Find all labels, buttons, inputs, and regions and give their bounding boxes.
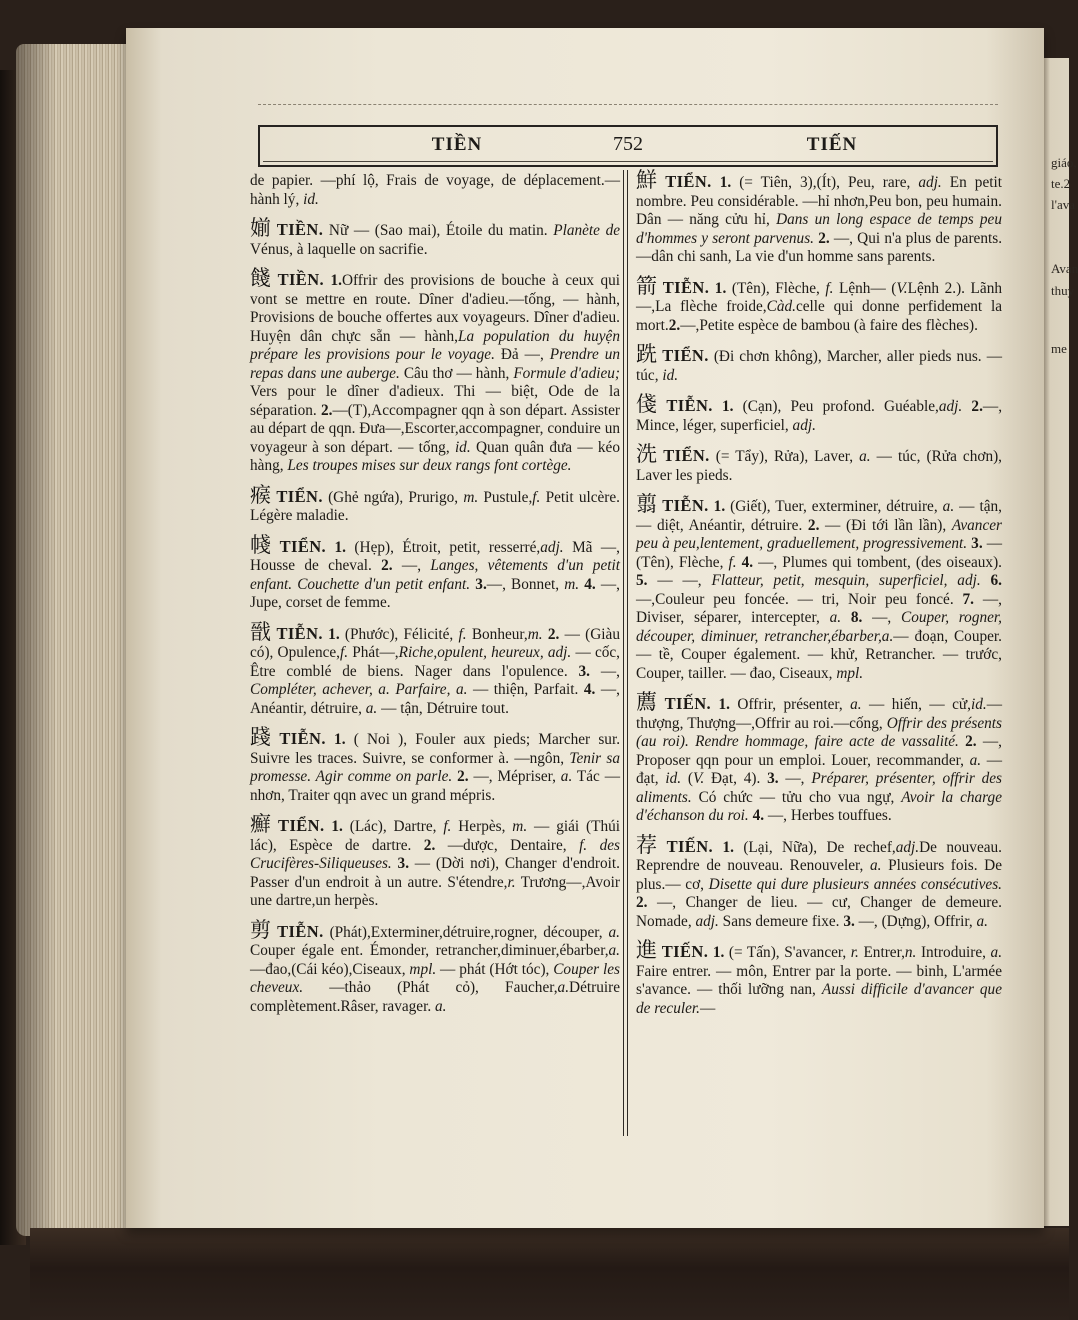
- italic-gloss: f. des Crucifères-Siliqueuses.: [250, 836, 620, 872]
- entry-text: Nữ — (Sao mai), Étoile du matin.: [323, 222, 554, 239]
- italic-gloss: f.: [443, 818, 452, 835]
- headword: TIỀN.: [276, 220, 324, 239]
- italic-gloss: Préparer, présenter, offrir des aliments.: [636, 770, 1002, 806]
- italic-gloss: a.: [850, 696, 862, 713]
- running-head-left-word: TIỀN: [431, 134, 483, 155]
- entry-text: De nouveau. Reprendre de nouveau. Renouveler,: [636, 838, 1003, 874]
- headword: TIỄN.: [277, 921, 324, 941]
- left-column: [250, 172, 620, 1025]
- sense-number: 4.: [583, 681, 596, 698]
- entry-text: (= Tấn), S'avancer,: [724, 944, 851, 961]
- headword: TIỄN.: [279, 729, 326, 748]
- chinese-character: 箭: [636, 273, 659, 298]
- chinese-character: 瘊: [250, 482, 273, 507]
- entry-text: —(T),Accompagner qqn à son départ. Assister au départ de qqn. Đưa—,Escorter,accompagner, conduire un voyageur à son départ. — tống,: [250, 401, 620, 456]
- italic-gloss: a.: [557, 979, 570, 996]
- entry-text: Quan quân đưa — kéo hàng,: [250, 438, 620, 474]
- chinese-character: 踐: [250, 725, 276, 749]
- entry-text: Mã —, Housse de cheval.: [250, 538, 621, 574]
- sense-number: 2.: [321, 401, 333, 419]
- chinese-character: 鮮: [636, 168, 662, 192]
- italic-gloss: V.: [692, 770, 705, 787]
- italic-gloss: Disette qui dure plusieurs années consécutives.: [708, 875, 1002, 893]
- entry-text: (Tên), Flèche,: [726, 279, 826, 297]
- adjacent-page-fragment: thuy: [1051, 283, 1075, 298]
- entry-text: — túc, (Rửa chơn), Laver les pieds.: [636, 448, 1003, 484]
- italic-gloss: m.: [564, 575, 580, 593]
- dictionary-entry: [250, 727, 620, 805]
- dictionary-entry: [250, 814, 620, 911]
- italic-gloss: id.: [303, 190, 319, 208]
- sense-number: 2.: [547, 625, 560, 643]
- entry-text: Đả —,: [494, 346, 550, 363]
- entry-text: ( Noi ), Fouler aux pieds; Marcher sur. Suivre les traces. Suivre, se conformer à. —ngôn,: [250, 731, 621, 767]
- entry-text: Đạt, 4).: [704, 770, 768, 787]
- chinese-character: 帴: [250, 532, 276, 557]
- sense-number: 6.: [990, 572, 1002, 589]
- entry-text: —, Diviser, séparer, intercepter,: [636, 590, 1002, 626]
- dictionary-entry: [636, 273, 1002, 336]
- headword: TIỄN.: [276, 623, 323, 643]
- column-divider: [623, 170, 628, 1136]
- italic-gloss: V.: [896, 279, 908, 297]
- dictionary-entry: [250, 532, 621, 613]
- page-number: 752: [613, 133, 643, 155]
- entry-text: — (Giàu có), Opulence,: [250, 625, 620, 661]
- entry-text: Herpès,: [451, 818, 513, 835]
- sense-number: 3.: [397, 855, 410, 872]
- top-rule: [258, 104, 998, 105]
- entry-text: Tác — nhơn, Traiter qqn avec un grand mépris.: [250, 768, 620, 804]
- running-head-right-word: TIẾN: [806, 134, 858, 155]
- entry-text: de papier. —phí lộ, Frais de voyage, de déplacement.—hành lý,: [250, 172, 620, 208]
- adjacent-page-fragment: l'ava: [1051, 197, 1075, 212]
- italic-gloss: id.: [454, 438, 471, 456]
- entry-text: —,: [392, 557, 431, 574]
- dictionary-entry: [250, 218, 620, 259]
- sense-number: 1.: [326, 538, 346, 556]
- running-head: [258, 125, 998, 167]
- entry-text: — giái (Thúi lác), Espèce de dartre.: [250, 818, 620, 854]
- italic-gloss: f.: [458, 625, 467, 643]
- sense-number: 3.: [971, 535, 983, 552]
- chinese-character: 媊: [250, 216, 273, 240]
- italic-gloss: mpl.: [836, 664, 864, 682]
- entry-text: (Lác), Dartre,: [342, 818, 444, 835]
- headword: TIẾN.: [666, 836, 714, 856]
- entry-text: — —,: [647, 572, 712, 589]
- sense-number: 1.: [711, 174, 732, 191]
- italic-gloss: mpl.: [409, 960, 437, 978]
- entry-text: Bonheur,: [466, 625, 528, 643]
- italic-gloss: a.: [608, 923, 620, 941]
- entry-text: Entrer,: [858, 944, 905, 961]
- entry-text: —,Couleur peu foncée. — tri, Noir peu foncé.: [636, 590, 963, 608]
- sense-number: 7.: [962, 590, 975, 608]
- chinese-character: 薦: [636, 690, 661, 714]
- italic-gloss: f.: [532, 488, 541, 506]
- entry-text: Lệnh 2.). Lãnh —,La flèche froide,: [636, 279, 1002, 315]
- headword: TIẾN.: [661, 942, 709, 961]
- italic-gloss: m.: [463, 488, 479, 506]
- headword: TIỄN.: [666, 396, 713, 415]
- entry-text: Sans demeure fixe.: [718, 912, 844, 930]
- dictionary-entry: [250, 172, 620, 209]
- entry-text: —, Bonnet,: [486, 575, 565, 593]
- dictionary-entry: [636, 344, 1002, 385]
- headword: TIỂN.: [665, 172, 712, 191]
- entry-text: En petit nombre. Peu considérable. —hỉ nhơn,Peu bon, peu humain. Dân — năng cửu hỉ,: [636, 174, 1002, 228]
- italic-gloss: adj.: [540, 538, 564, 556]
- entry-text: Có chức — tửu cho vua ngự,: [691, 788, 902, 806]
- entry-text: [981, 572, 991, 589]
- entry-text: —,: [590, 662, 620, 680]
- entry-text: (Lại, Nữa), De rechef,: [733, 838, 896, 856]
- sense-number: 5.: [636, 572, 648, 589]
- entry-text: —,Petite espèce de bambou (à faire des flèches).: [680, 316, 978, 334]
- sense-number: 2.: [965, 733, 977, 750]
- entry-text: celle qui donne perfidement la mort.: [636, 298, 1002, 334]
- entry-text: —đao,(Cái kéo),Ciseaux,: [250, 960, 410, 978]
- italic-gloss: r.: [507, 873, 516, 891]
- entry-text: (Đi chơn không), Marcher, aller pieds nus. — túc,: [636, 348, 1003, 384]
- entry-text: —, Herbes touffues.: [764, 807, 892, 824]
- italic-gloss: a.: [869, 857, 882, 874]
- entry-text: [841, 609, 851, 626]
- sense-number: 4.: [741, 553, 754, 571]
- entry-text: —, Anéantir, détruire,: [250, 681, 620, 717]
- sense-number: 1.: [708, 498, 726, 515]
- italic-gloss: La population du huyện prépare les provisions pour le voyage.: [250, 327, 620, 363]
- headword: TIỂN.: [278, 816, 325, 835]
- headword: TIỂN.: [276, 486, 323, 506]
- sense-number: 2.: [381, 557, 393, 574]
- chinese-character: 進: [636, 938, 658, 962]
- italic-gloss: a.: [829, 609, 842, 626]
- dictionary-entry: [636, 692, 1002, 826]
- entry-text: — cốc, Être comblé de biens. Nager dans l'opulence.: [250, 644, 620, 680]
- entry-text: —,: [862, 609, 901, 626]
- dictionary-entry: [250, 917, 620, 1017]
- entry-text: —, Proposer qqn pour un emploi. Louer, recommander,: [636, 733, 1002, 769]
- italic-gloss: Couper les cheveux.: [250, 960, 620, 996]
- sense-number: 2.: [807, 516, 820, 534]
- entry-text: (Phước), Félicité,: [339, 625, 459, 643]
- dictionary-entry: [636, 444, 1002, 485]
- italic-gloss: Les troupes mises sur deux rangs font cortège.: [287, 457, 572, 474]
- entry-text: —, Mépriser,: [468, 768, 561, 785]
- sense-number: 2.: [818, 229, 830, 247]
- headword: TIỄN.: [662, 277, 710, 297]
- italic-gloss: Formule d'adieu;: [513, 364, 620, 382]
- italic-gloss: adj.: [895, 838, 920, 856]
- dictionary-entry: [636, 170, 1002, 267]
- entry-text: —, Qui n'a plus de parents.—dân chi sanh, La vie d'un homme sans parents.: [636, 229, 1003, 265]
- entry-text: — hiến, — cử,: [861, 696, 971, 713]
- entry-text: —: [700, 999, 716, 1017]
- entry-text: (= Tẩy), Rửa), Laver,: [709, 448, 860, 465]
- sense-number: 3.: [843, 912, 855, 930]
- entry-text: Pustule,: [478, 488, 533, 506]
- entry-text: —dược, Dentaire,: [435, 836, 580, 854]
- italic-gloss: Couper, rogner, découper, diminuer, retrancher,ébarber,a.: [636, 609, 1002, 645]
- entry-text: (= Tiên, 3),(Ít), Peu, rare,: [731, 174, 919, 191]
- italic-gloss: Càd.: [766, 298, 796, 315]
- entry-text: —, Changer de lieu. — cư, Changer de demeure. Nomade,: [636, 894, 1002, 930]
- entry-text: — tận, Détruire tout.: [377, 699, 509, 717]
- sense-number: 2.: [668, 316, 681, 334]
- italic-gloss: Dans un long espace de temps peu d'hommes y seront parvenus.: [636, 211, 1002, 247]
- entry-text: —,: [778, 770, 812, 787]
- entry-text: — (Đi tới lần lần),: [819, 516, 952, 534]
- chinese-character: 跣: [636, 342, 659, 366]
- italic-gloss: a.: [365, 699, 378, 717]
- italic-gloss: m.: [512, 818, 528, 835]
- italic-gloss: id.: [970, 696, 987, 713]
- italic-gloss: Compléter, achever, a. Parfaire, a.: [250, 681, 468, 698]
- entry-text: —, Jupe, corset de femme.: [250, 575, 621, 611]
- italic-gloss: m.: [527, 625, 543, 643]
- entry-text: — thiện, Parfait.: [467, 681, 584, 698]
- entry-text: Phát—,: [348, 644, 399, 661]
- sense-number: 1.: [712, 398, 734, 415]
- italic-gloss: a.: [942, 498, 955, 515]
- italic-gloss: r.: [850, 944, 859, 961]
- sense-number: 1.: [711, 696, 730, 713]
- entry-text: (Phát),Exterminer,détruire,rogner, découper,: [323, 923, 609, 941]
- page-stack: [16, 44, 140, 1236]
- entry-text: Vénus, à laquelle on sacrifie.: [250, 240, 428, 258]
- sense-number: 2.: [971, 398, 983, 415]
- entry-text: Faire entrer. — môn, Entrer par la porte. — binh, L'armée s'avance. — thối lưỡng nan,: [636, 962, 1002, 998]
- entry-text: —thảo (Phát cỏ), Faucher,: [303, 979, 558, 996]
- entry-text: (Giết), Tuer, exterminer, détruire,: [725, 498, 943, 515]
- sense-number: 3.: [475, 575, 487, 593]
- dictionary-entry: [250, 482, 621, 526]
- entry-text: — đạt,: [636, 751, 1002, 787]
- italic-gloss: a.: [560, 768, 573, 785]
- italic-gloss: Prendre un repas dans une auberge.: [250, 346, 620, 382]
- dictionary-entry: [636, 940, 1002, 1018]
- italic-gloss: adj.: [918, 174, 942, 191]
- chinese-character: 荐: [636, 832, 663, 857]
- sense-number: 1.: [324, 818, 343, 835]
- chinese-character: 剪: [250, 917, 274, 942]
- italic-gloss: id.: [665, 770, 682, 787]
- sense-number: 1.: [709, 279, 727, 297]
- italic-gloss: adj.: [938, 398, 963, 415]
- sense-number: 2.: [636, 894, 648, 911]
- chinese-character: 癬: [250, 812, 275, 836]
- sense-number: 1.: [322, 625, 340, 643]
- adjacent-page-fragment: te.2: [1051, 176, 1071, 191]
- adjacent-page-fragment: giáo,: [1051, 155, 1077, 170]
- entry-text: Offrir des provisions de bouche à ceux qui vont se mettre en route. Dîner d'adieu.—tống, — hành, Provisions de bouche offertes aux voyageurs. Dîner d'adieu. Huyện dân chực sẵn — hành,: [250, 272, 621, 345]
- entry-text: —, Plumes qui tombent, (des oiseaux).: [753, 553, 1003, 571]
- dictionary-entry: [636, 494, 1002, 683]
- sense-number: 1.: [324, 272, 342, 289]
- sense-number: 4.: [584, 575, 596, 593]
- sense-number: 2.: [423, 836, 436, 854]
- italic-gloss: adj.: [695, 912, 719, 930]
- entry-text: (Hẹp), Étroit, petit, resserré,: [346, 538, 541, 556]
- entry-text: — thượng, Thượng—,Offrir au roi.—cống,: [636, 696, 1003, 732]
- italic-gloss: a.: [969, 751, 982, 769]
- sense-number: 1.: [708, 944, 725, 961]
- italic-gloss: Langes, vêtements d'un petit enfant. Couchette d'un petit enfant.: [250, 557, 620, 593]
- italic-gloss: f.: [728, 553, 737, 571]
- italic-gloss: Offrir des présents (au roi). Rendre hommage, faire acte de vassalité.: [636, 714, 1002, 750]
- headword: TIỂN.: [279, 536, 327, 556]
- sense-number: 1.: [713, 838, 734, 856]
- chinese-character: 餞: [250, 266, 274, 290]
- entry-text: —, Mince, léger, superficiel,: [636, 398, 1003, 434]
- entry-text: Petit ulcère. Légère maladie.: [250, 488, 621, 524]
- headword: TIỂN.: [662, 346, 709, 365]
- headword: TIẾN.: [664, 694, 712, 713]
- chinese-character: 俴: [636, 392, 663, 416]
- sense-number: 8.: [850, 609, 863, 626]
- italic-gloss: f.: [340, 644, 349, 661]
- headword: TIỂN.: [663, 446, 710, 465]
- sense-number: 1.: [325, 731, 346, 748]
- italic-gloss: Riche,opulent, heureux, adj.: [398, 644, 572, 661]
- entry-text: — (Tên), Flèche,: [636, 535, 1003, 571]
- italic-gloss: Aussi difficile d'avancer que de reculer.: [636, 981, 1002, 1017]
- entry-text: Vers pour le dîner d'adieux. Thi — biệt, Ode de la séparation.: [250, 383, 620, 419]
- adjacent-page: [1044, 58, 1078, 1226]
- entry-text: Détruire complètement.Râser, ravager.: [250, 979, 620, 1015]
- adjacent-page-fragment: Avan: [1051, 261, 1078, 276]
- entry-text: —, (Dựng), Offrir,: [854, 912, 977, 930]
- adjacent-page-fragment: me: [1051, 341, 1067, 356]
- entry-text: (Cạn), Peu profond. Guéable,: [733, 398, 939, 415]
- italic-gloss: f.: [825, 279, 834, 297]
- italic-gloss: a.: [859, 448, 871, 465]
- italic-gloss: a.: [990, 944, 1003, 961]
- italic-gloss: adj.: [792, 416, 816, 434]
- dictionary-entry: [636, 832, 1003, 932]
- italic-gloss: Planète de: [553, 222, 621, 239]
- entry-text: (Ghẻ ngứa), Prurigo,: [322, 488, 464, 506]
- entry-text: Trương—,Avoir une dartre,un herpès.: [250, 873, 620, 909]
- book-bottom-edge: [30, 1228, 1069, 1320]
- entry-text: — tận, — diệt, Anéantir, détruire.: [636, 498, 1002, 534]
- sense-number: 2.: [457, 768, 469, 785]
- entry-text: — (Dời nơi), Changer d'endroit. Passer d'un endroit à un autre. S'étendre,: [250, 855, 620, 891]
- right-column: [636, 170, 1002, 1027]
- italic-gloss: Tenir sa promesse. Agir comme on parle.: [250, 749, 620, 785]
- entry-text: Offrir, présenter,: [730, 696, 851, 713]
- italic-gloss: a.: [608, 942, 620, 959]
- entry-text: (: [681, 770, 693, 787]
- entry-text: Introduire,: [916, 944, 991, 961]
- entry-text: Plusieurs fois. De plus.— cơ,: [636, 857, 1002, 893]
- chinese-character: 戩: [250, 619, 273, 644]
- entry-text: Couper égale ent. Émonder, retrancher,diminuer,ébarber,: [250, 942, 609, 959]
- chinese-character: 翦: [636, 492, 659, 516]
- chinese-character: 洗: [636, 442, 660, 466]
- dictionary-entry: [250, 619, 620, 719]
- italic-gloss: a.: [435, 997, 447, 1015]
- entry-text: — đoạn, Couper. — tề, Couper également. — khử, Retrancher. — trước, Couper, tailler. — đao, Ciseaux,: [636, 627, 1002, 682]
- entry-text: — phát (Hớt tóc),: [436, 960, 554, 978]
- entry-text: Lệnh— (: [833, 279, 897, 297]
- italic-gloss: Avancer peu à peu,lentement, graduellement, progressivement.: [636, 516, 1002, 552]
- sense-number: 3.: [578, 662, 591, 680]
- headword: TIỀN.: [277, 270, 325, 289]
- italic-gloss: n.: [904, 944, 917, 961]
- headword: TIỄN.: [662, 496, 709, 515]
- italic-gloss: id.: [662, 366, 679, 384]
- italic-gloss: Avoir la charge d'échanson du roi.: [636, 788, 1002, 824]
- entry-text: Câu thơ — hành,: [399, 364, 514, 382]
- dictionary-entry: [636, 394, 1002, 435]
- dictionary-entry: [250, 268, 620, 476]
- italic-gloss: a.: [976, 912, 988, 930]
- italic-gloss: Flatteur, petit, mesquin, superficiel, adj.: [711, 572, 981, 589]
- sense-number: 3.: [767, 770, 779, 787]
- sense-number: 4.: [752, 807, 765, 824]
